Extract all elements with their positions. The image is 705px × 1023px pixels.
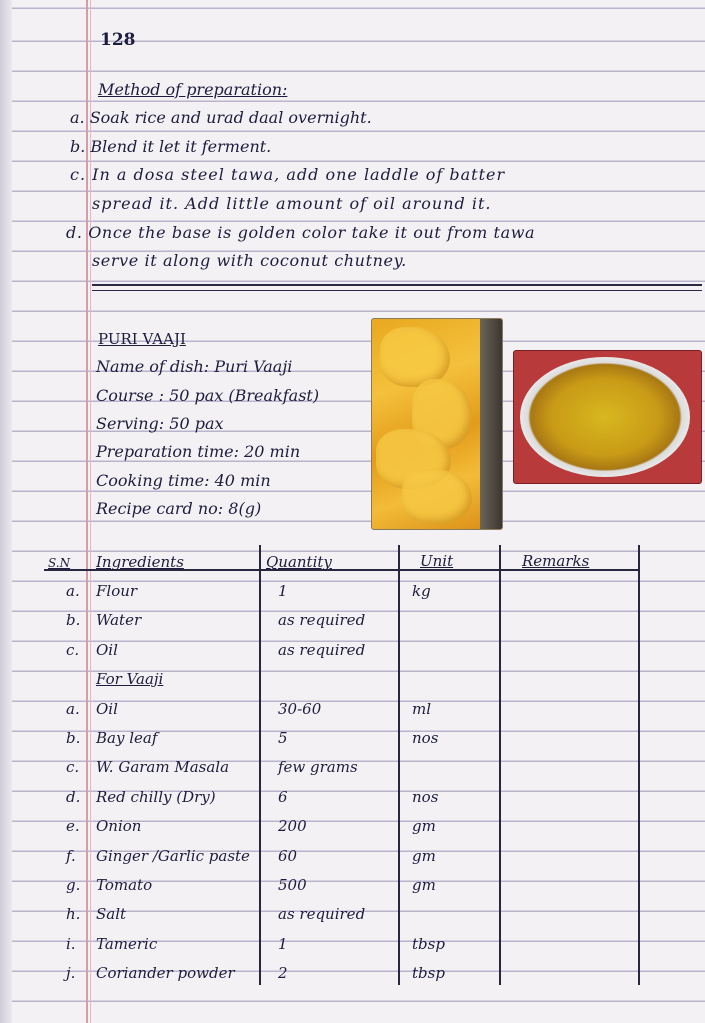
table-row-ingredient: Red chilly (Dry)	[96, 788, 216, 806]
table-row-unit: tbsp	[412, 964, 445, 982]
header-unit: Unit	[420, 552, 454, 570]
table-row-ingredient: Tameric	[96, 935, 158, 953]
page-edge	[0, 0, 12, 1023]
method-step-d-cont: serve it along with coconut chutney.	[92, 251, 407, 270]
table-row-quantity: as required	[278, 611, 366, 629]
table-col-line	[398, 545, 400, 985]
table-row-ingredient: For Vaaji	[96, 670, 164, 688]
table-row-quantity: 6	[278, 788, 288, 806]
table-col-line	[638, 545, 640, 985]
method-step-c-cont: spread it. Add little amount of oil around it.	[92, 194, 492, 213]
header-ingredients: Ingredients	[96, 553, 184, 571]
table-row-quantity: 500	[278, 876, 307, 894]
vaaji-bowl-photo	[513, 350, 702, 484]
table-row-sn: g.	[66, 876, 81, 894]
page-number: 128	[100, 30, 136, 50]
method-heading: Method of preparation:	[98, 80, 288, 99]
table-row-unit: gm	[412, 817, 436, 835]
recipe-cooking-time: Cooking time: 40 min	[96, 471, 271, 490]
table-row-sn: i.	[66, 935, 76, 953]
table-row-quantity: as required	[278, 641, 366, 659]
table-row-quantity: 1	[278, 582, 288, 600]
table-row-ingredient: Water	[96, 611, 142, 629]
table-row-sn: h.	[66, 905, 81, 923]
table-col-line	[259, 545, 261, 985]
table-row-sn: b.	[66, 729, 81, 747]
table-row-ingredient: Flour	[96, 582, 138, 600]
header-remarks: Remarks	[522, 552, 590, 570]
table-row-quantity: 5	[278, 729, 288, 747]
table-row-sn: j.	[66, 964, 76, 982]
table-row-ingredient: Salt	[96, 905, 127, 923]
method-step-a: a. Soak rice and urad daal overnight.	[70, 108, 372, 127]
table-row-quantity: as required	[278, 905, 366, 923]
table-row-unit: nos	[412, 729, 439, 747]
table-row-sn: f.	[66, 847, 76, 865]
table-row-quantity: 1	[278, 935, 288, 953]
table-row-quantity: few grams	[278, 758, 358, 776]
table-row-sn: a.	[66, 700, 80, 718]
table-row-ingredient: W. Garam Masala	[96, 758, 230, 776]
table-row-unit: tbsp	[412, 935, 445, 953]
table-row-sn: a.	[66, 582, 80, 600]
table-col-line	[499, 545, 501, 985]
table-row-quantity: 30-60	[278, 700, 322, 718]
table-row-sn: c.	[66, 758, 80, 776]
table-row-sn: b.	[66, 611, 81, 629]
table-row-ingredient: Tomato	[96, 876, 153, 894]
recipe-card-number: Recipe card no: 8(g)	[96, 499, 262, 518]
section-divider-2	[92, 290, 702, 291]
table-row-ingredient: Bay leaf	[96, 729, 158, 747]
header-sn: S.N	[48, 556, 71, 570]
header-quantity: Quantity	[266, 553, 332, 571]
table-row-quantity: 200	[278, 817, 307, 835]
table-row-quantity: 60	[278, 847, 298, 865]
method-step-c: c. In a dosa steel tawa, add one laddle of batter	[70, 165, 506, 184]
table-row-ingredient: Ginger /Garlic paste	[96, 847, 250, 865]
table-row-ingredient: Onion	[96, 817, 142, 835]
method-step-b: b. Blend it let it ferment.	[70, 137, 272, 156]
table-row-unit: gm	[412, 847, 436, 865]
section-divider	[92, 284, 702, 286]
table-row-unit: nos	[412, 788, 439, 806]
recipe-name: Name of dish: Puri Vaaji	[96, 357, 293, 376]
table-row-unit: ml	[412, 700, 432, 718]
table-row-ingredient: Oil	[96, 700, 118, 718]
recipe-serving: Serving: 50 pax	[96, 414, 224, 433]
table-row-sn: c.	[66, 641, 80, 659]
table-row-unit: kg	[412, 582, 431, 600]
table-row-unit: gm	[412, 876, 436, 894]
recipe-title: PURI VAAJI	[98, 330, 186, 348]
puri-photo	[371, 318, 503, 530]
table-row-sn: e.	[66, 817, 80, 835]
recipe-course: Course : 50 pax (Breakfast)	[96, 386, 320, 405]
table-row-ingredient: Coriander powder	[96, 964, 235, 982]
table-row-quantity: 2	[278, 964, 288, 982]
recipe-prep-time: Preparation time: 20 min	[96, 442, 301, 461]
table-row-sn: d.	[66, 788, 81, 806]
method-step-d: d. Once the base is golden color take it out from tawa	[66, 223, 536, 242]
table-row-ingredient: Oil	[96, 641, 118, 659]
